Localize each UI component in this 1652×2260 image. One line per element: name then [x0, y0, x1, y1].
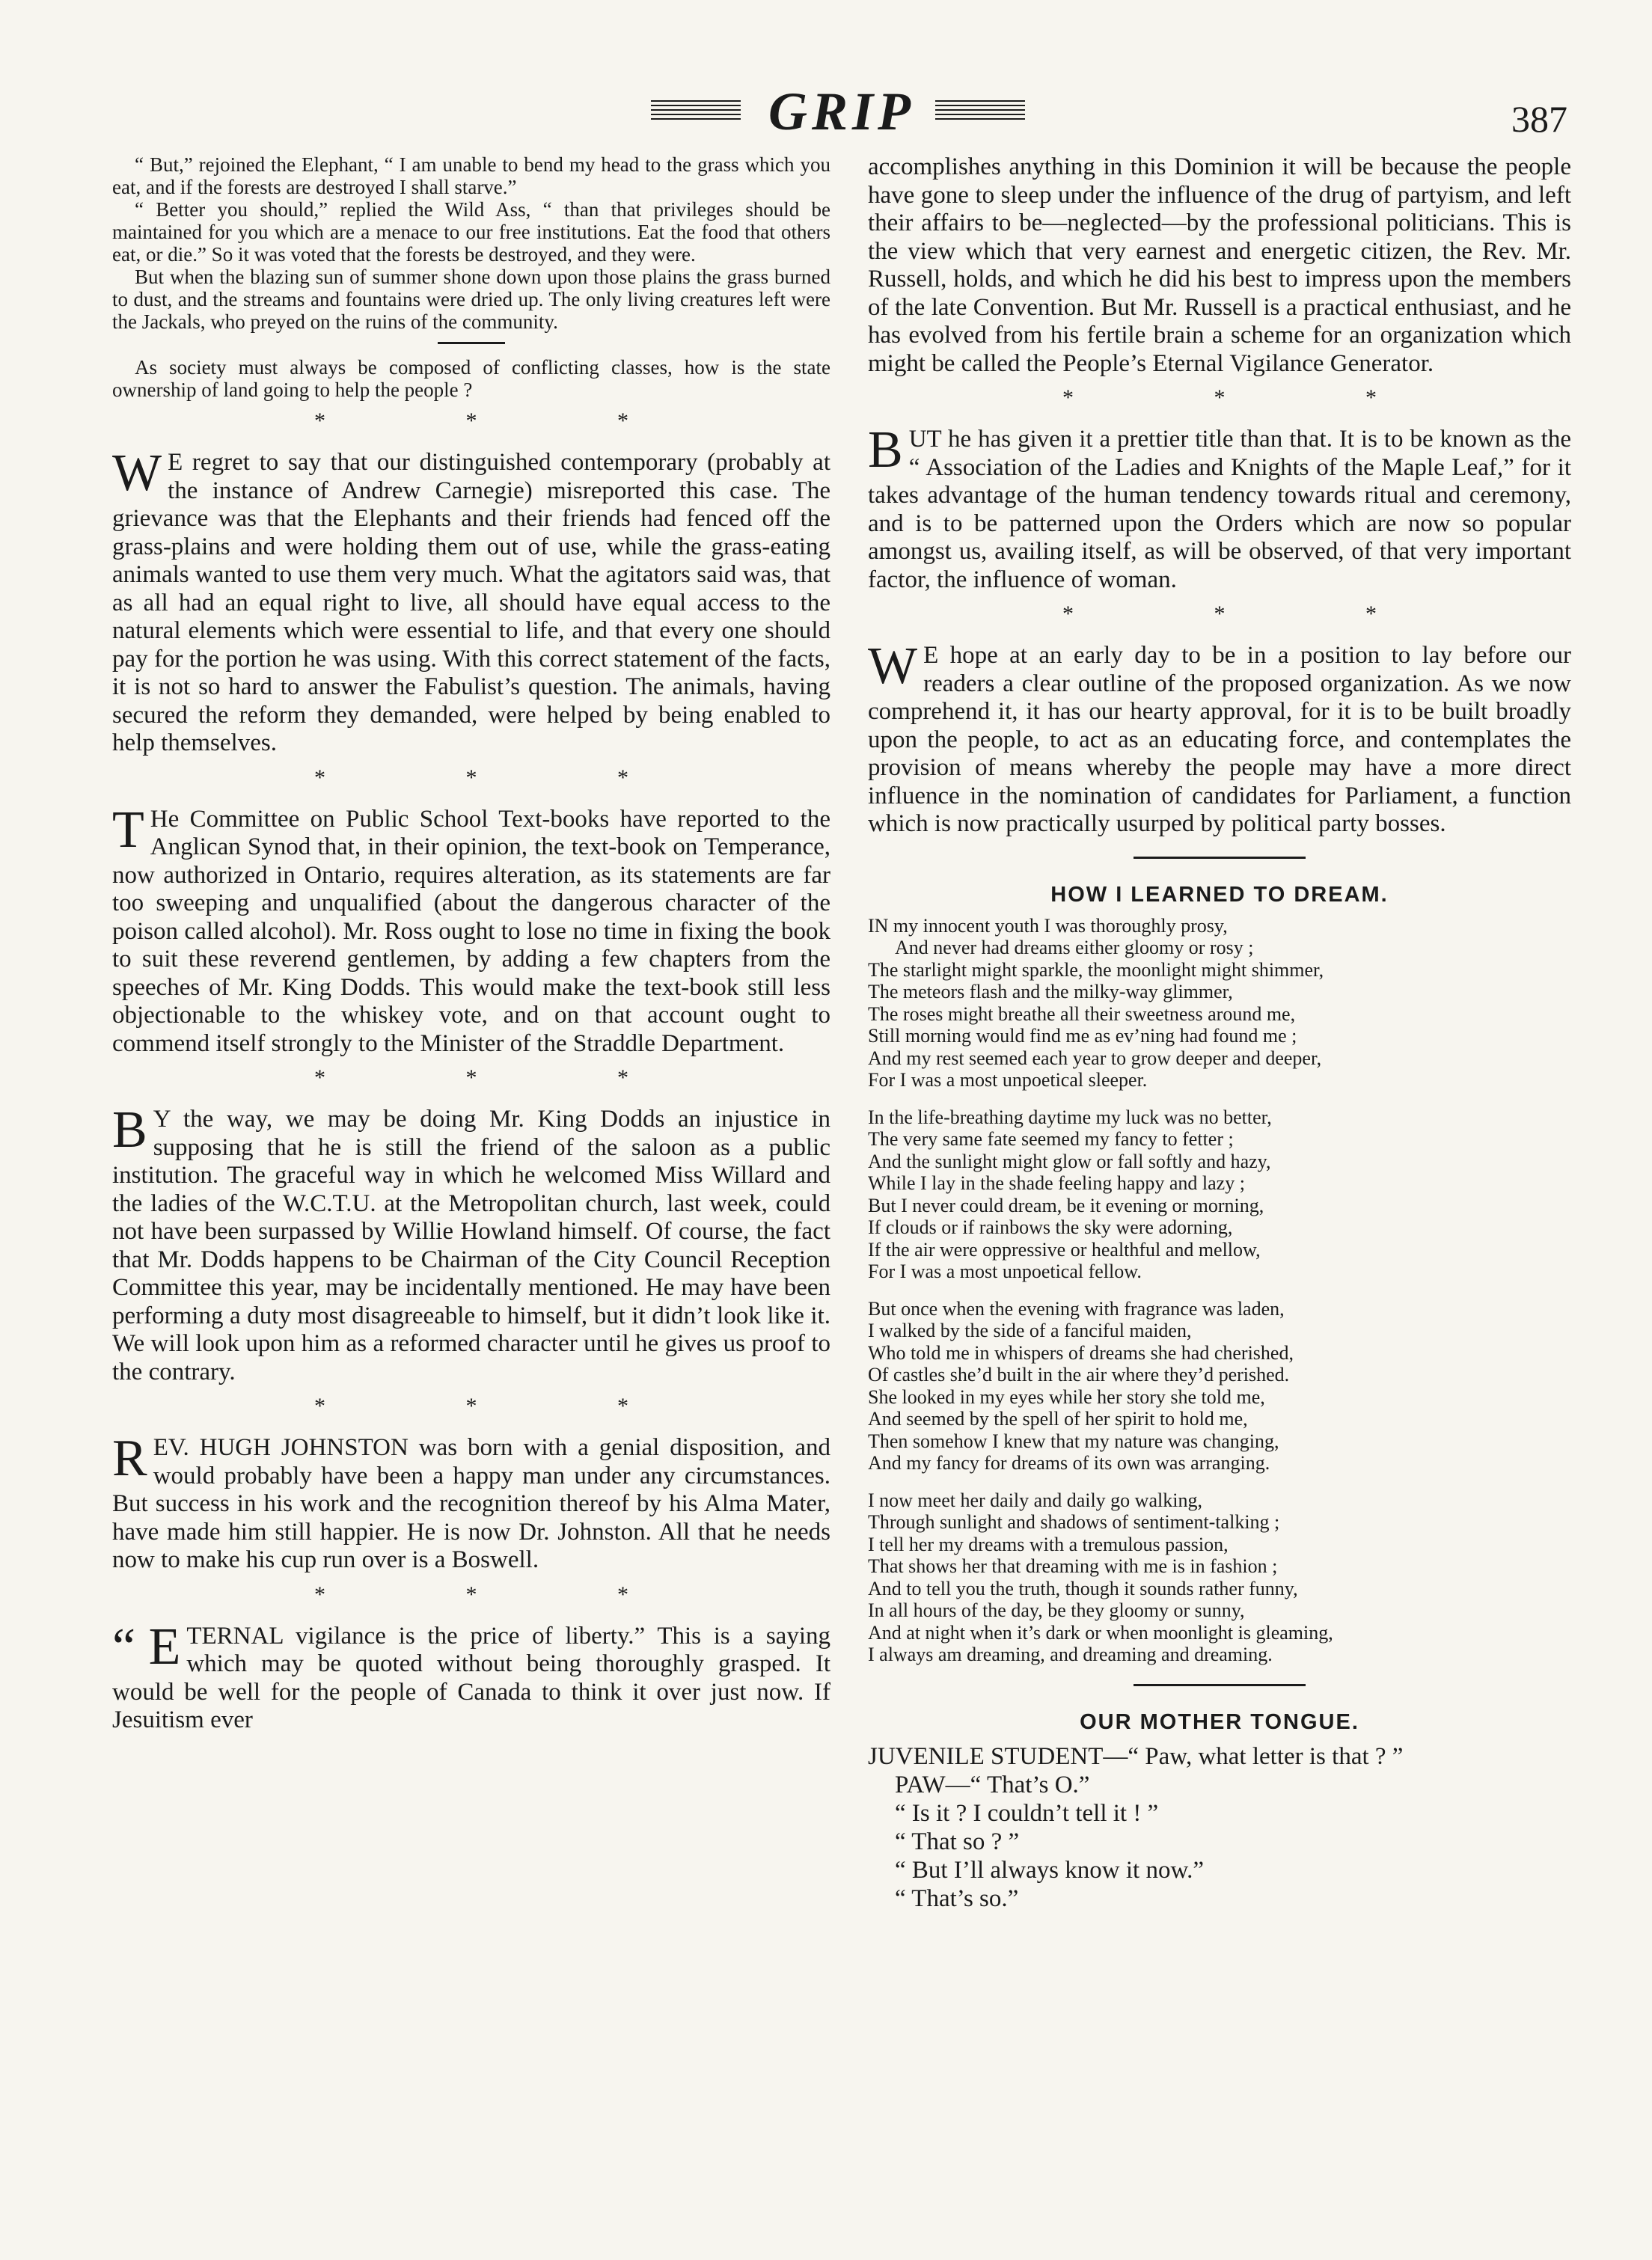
poem-line: But I never could dream, be it evening or morning,	[868, 1194, 1264, 1216]
poem-line: In all hours of the day, be they gloomy or sunny,	[868, 1599, 1245, 1621]
poem-stanza	[868, 1489, 1571, 1666]
poem-line: Still morning would find me as ev’ning had found me ;	[868, 1025, 1297, 1047]
poem-line: She looked in my eyes while her story she told me,	[868, 1385, 1265, 1408]
drop-cap: B	[868, 421, 903, 479]
dialog-line: “ Is it ? I couldn’t tell it ! ”	[895, 1799, 1159, 1827]
paragraph-johnston	[112, 1430, 830, 1575]
poem-line: I always am dreaming, and dreaming and dreaming.	[868, 1644, 1273, 1665]
poem-line: If the air were oppressive or healthful and mellow,	[868, 1238, 1261, 1261]
divider	[438, 342, 505, 344]
society-text: As society must always be composed of conflicting classes, how is the state ownership of land going to help the people ?	[112, 356, 830, 401]
poem-line: The starlight might sparkle, the moonlight might shimmer,	[868, 958, 1324, 981]
fable-section	[112, 153, 830, 333]
poem-title: HOW I LEARNED TO DREAM.	[1050, 882, 1389, 907]
poem-line: And my fancy for dreams of its own was arranging.	[868, 1452, 1270, 1474]
poem-line: I tell her my dreams with a tremulous passion,	[868, 1533, 1229, 1555]
poem-line: That shows her that dreaming with me is in fashion ;	[868, 1555, 1278, 1577]
poem-line: For I was a most unpoetical fellow.	[868, 1261, 1142, 1282]
section-break: * * *	[314, 1394, 696, 1418]
poem-line: But once when the evening with fragrance was laden,	[868, 1297, 1285, 1320]
section-break: * * *	[1062, 385, 1444, 410]
dialog	[868, 1742, 1571, 1913]
poem-line: Through sunlight and shadows of sentiment-talking ;	[868, 1511, 1280, 1533]
page-title: GRIP	[768, 82, 916, 141]
fable-paragraph: “ Better you should,” replied the Wild Ass, “ than that privileges should be maintained for you which are a menace to our free institutions. Eat the food that others eat, or die.” So it was voted that the forests be destroyed, and they were.	[112, 198, 830, 266]
right-column	[868, 153, 1571, 1913]
paragraph-text: He Committee on Public School Text-books have reported to the Anglican Synod that, in their opinion, the text-book on Temperance, now authorized in Ontario, requires alteration, as its statements are far too sweeping and unqualified (about the dangerous character of the poison called alcohol). Mr. Ross ought to lose no time in fixing the book to suit these reverend gentlemen, by adding a few chapters from the speeches of Mr. King Dodds. This would make the text-book still less objectionable to the whiskey vote, and on that account ought to commend itself strongly to the Minister of the Straddle Department.	[112, 805, 830, 1057]
poem-line: And to tell you the truth, though it sounds rather funny,	[868, 1577, 1298, 1599]
poem-line: The roses might breathe all their sweetness around me,	[868, 1002, 1296, 1025]
poem-line: I walked by the side of a fanciful maiden,	[868, 1320, 1192, 1341]
dialog-line: PAW—“ That’s O.”	[895, 1771, 1090, 1798]
paragraph-organization	[868, 637, 1571, 839]
poem-line: Then somehow I knew that my nature was changing,	[868, 1430, 1279, 1452]
paragraph-text: TERNAL vigilance is the price of liberty.” This is a saying which may be quoted without being thoroughly grasped. It would be well for the people of Canada to think it over just now. If Jesuitism ever	[112, 1622, 830, 1733]
section-break: * * *	[314, 408, 696, 433]
poem-line: IN my innocent youth I was thoroughly prosy,	[868, 914, 1228, 937]
dialog-line: “ That’s so.”	[895, 1884, 1019, 1912]
poem-line: If clouds or if rainbows the sky were adorning,	[868, 1216, 1233, 1238]
dialog-line: “ But I’ll always know it now.”	[895, 1856, 1205, 1884]
drop-cap: R	[112, 1430, 147, 1487]
poem-stanza	[868, 915, 1571, 1091]
paragraph-maple-leaf	[868, 421, 1571, 594]
society-note	[112, 356, 830, 401]
paragraph-russell	[868, 153, 1571, 378]
drop-cap: “ E	[112, 1617, 181, 1676]
poem-line: And at night when it’s dark or when moonlight is gleaming,	[868, 1621, 1333, 1644]
poem-line: The very same fate seemed my fancy to fetter ;	[868, 1128, 1234, 1150]
poem-stanza	[868, 1106, 1571, 1283]
paragraph-textbooks	[112, 800, 830, 1059]
paragraph-text: EV. HUGH JOHNSTON was born with a genial disposition, and would probably have been a happy man under any circumstances. But success in his work and the recognition thereof by his Alma Mater, have made him still happier. He is now Dr. Johnston. All that he needs now to make his cup run over is a Boswell.	[112, 1434, 830, 1573]
drop-cap: B	[112, 1101, 147, 1159]
fable-paragraph: “ But,” rejoined the Elephant, “ I am unable to bend my head to the grass which you eat, and if the forests are destroyed I shall starve.”	[112, 153, 830, 198]
drop-cap: W	[868, 637, 918, 695]
masthead	[0, 75, 1652, 142]
poem-line: For I was a most unpoetical sleeper.	[868, 1069, 1148, 1091]
section-break: * * *	[314, 765, 696, 790]
masthead-rule-left	[651, 100, 741, 120]
paragraph-text: Y the way, we may be doing Mr. King Dodds an injustice in supposing that he is still the friend of the saloon as a public institution. The graceful way in which he welcomed Miss Willard and the ladies of the W.C.T.U. at the Metropolitan church, last week, could not have been surpassed by Willie Howland himself. Of course, the fact that Mr. Dodds happens to be Chairman of the City Council Reception Committee this year, may be incidentally mentioned. He may have been performing a duty most disagreeable to himself, but it didn’t look like it. We will look upon him as a reformed character until he gives us proof to the contrary.	[112, 1106, 830, 1385]
paragraph-text: accomplishes anything in this Dominion it will be because the people have gone to sleep under the influence of the drug of partyism, and left their affairs to be—neglected—by the professional politicians. This is the view which that very earnest and energetic citizen, the Rev. Mr. Russell, holds, and which he did his best to impress upon the members of the late Convention. But Mr. Russell is a practical enthusiast, and he has evolved from his fertile brain a scheme for an organization which might be called the People’s Eternal Vigilance Generator.	[868, 153, 1571, 377]
drop-cap: T	[112, 800, 144, 859]
dialog-line: JUVENILE STUDENT—“ Paw, what letter is that ? ”	[868, 1742, 1404, 1770]
paragraph-dodds	[112, 1101, 830, 1386]
section-break: * * *	[314, 1065, 696, 1090]
section-break: * * *	[1062, 601, 1444, 626]
paragraph-text: E regret to say that our distinguished contemporary (probably at the instance of Andrew Carnegie) misreported this case. The grievance was that the Elephants and their friends had fenced off the grass-plains and were holding them out of use, while the grass-eating animals wanted to use them very much. What the agitators said was, that as all had an equal right to live, all should have equal access to the natural elements which were essential to life, and that every one should pay for the portion he was using. With this correct statement of the facts, it is not so hard to answer the Fabulist’s question. The animals, having secured the reform they demanded, were helped by being enabled to help themselves.	[112, 449, 830, 756]
section-break: * * *	[314, 1581, 696, 1607]
paragraph-vigilance	[112, 1617, 830, 1735]
poem-line: And seemed by the spell of her spirit to hold me,	[868, 1408, 1248, 1430]
poem-stanza	[868, 1298, 1571, 1474]
poem-line: In the life-breathing daytime my luck was no better,	[868, 1106, 1272, 1128]
left-column	[112, 153, 830, 1735]
poem-line: Of castles she’d built in the air where they’d perished.	[868, 1364, 1290, 1385]
poem-line: And the sunlight might glow or fall softly and hazy,	[868, 1150, 1271, 1172]
section-title: OUR MOTHER TONGUE.	[1080, 1709, 1359, 1734]
divider	[1134, 1684, 1306, 1686]
poem-line: While I lay in the shade feeling happy and lazy ;	[868, 1172, 1245, 1194]
poem	[868, 915, 1571, 1666]
paragraph-text: E hope at an early day to be in a position to lay before our readers a clear outline of the proposed organization. As we now comprehend it, it has our hearty approval, for it is to be built broadly upon the people, to act as an educating force, and contemplates the provision of means whereby the people may have a more direct influence in the nomination of candidates for Parliament, a function which is now practically usurped by political party bosses.	[868, 642, 1571, 837]
fable-paragraph: But when the blazing sun of summer shone down upon those plains the grass burned to dust, and the streams and fountains were dried up. The only living creatures left were the Jackals, who preyed on the ruins of the community.	[112, 266, 830, 333]
poem-line: The meteors flash and the milky-way glimmer,	[868, 981, 1233, 1002]
divider	[1134, 857, 1306, 859]
paragraph-text: UT he has given it a prettier title than that. It is to be known as the “ Association of the Ladies and Knights of the Maple Leaf,” for it takes advantage of the human tendency towards ritual and ceremony, and is to be patterned upon the Orders which are now so popular amongst us, availing itself, as will be observed, of that very important factor, the influence of woman.	[868, 426, 1571, 593]
poem-line: I now meet her daily and daily go walking,	[868, 1489, 1202, 1511]
page-number: 387	[1511, 98, 1567, 140]
poem-line: And my rest seemed each year to grow deeper and deeper,	[868, 1047, 1322, 1069]
dialog-line: “ That so ? ”	[895, 1828, 1020, 1855]
poem-line: And never had dreams either gloomy or rosy ;	[895, 937, 1254, 958]
drop-cap: W	[112, 444, 162, 502]
paragraph-carnegie	[112, 444, 830, 758]
masthead-rule-right	[935, 100, 1025, 120]
poem-line: Who told me in whispers of dreams she had cherished,	[868, 1341, 1294, 1364]
